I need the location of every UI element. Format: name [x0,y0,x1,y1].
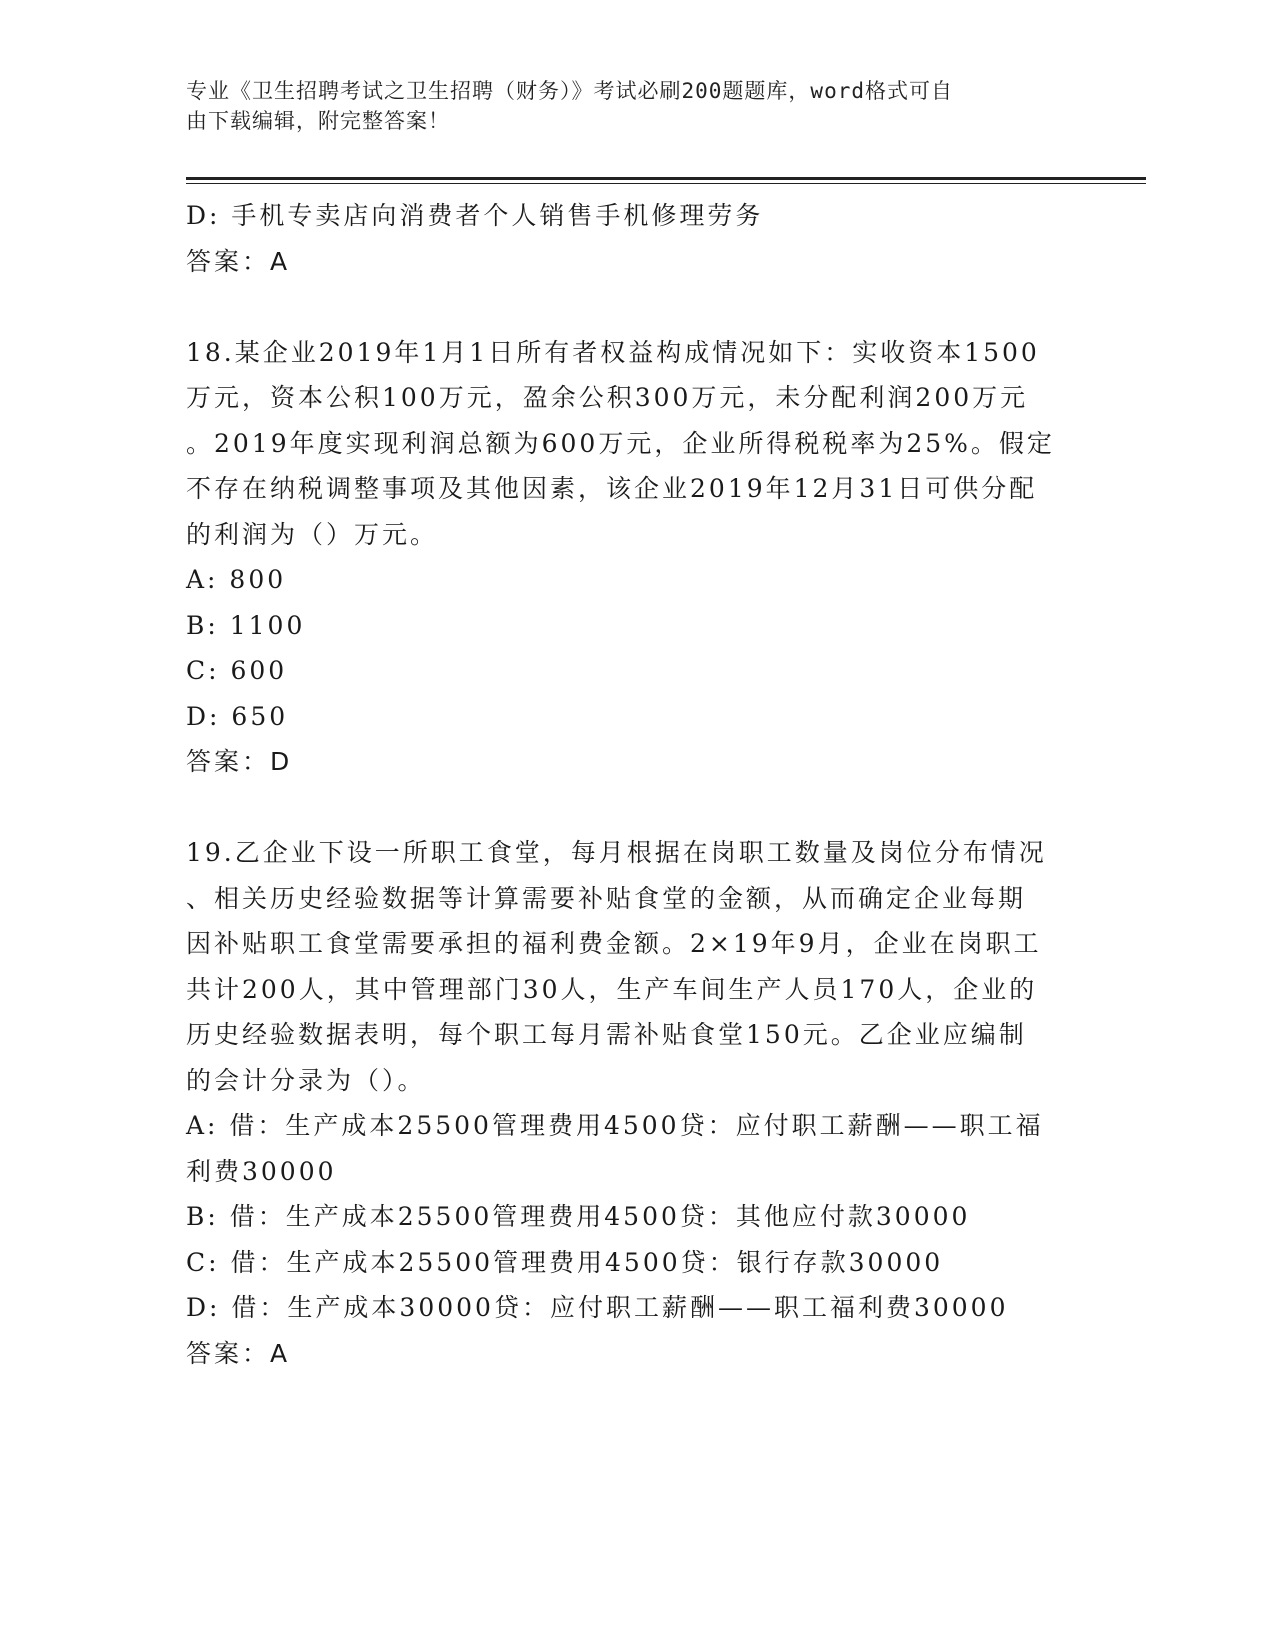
option-b: B: 1100 [186,610,306,640]
question-text-line: 、相关历史经验数据等计算需要补贴食堂的金额，从而确定企业每期 [186,883,1027,913]
answer-line: 答案：A [186,1338,291,1368]
header-divider-thick [186,177,1146,180]
header-line-1: 专业《卫生招聘考试之卫生招聘（财务）》考试必刷200题题库，word格式可自 [186,79,953,103]
question-text-line: 的会计分录为（）。 [186,1065,426,1095]
header-line-2: 由下载编辑，附完整答案！ [186,109,450,133]
option-b: B: 借：生产成本25500管理费用4500贷：其他应付款30000 [186,1202,971,1231]
option-c: C: 600 [186,656,288,685]
question-text-line: 。2019年度实现利润总额为600万元，企业所得税税率为25%。假定 [186,428,1055,458]
question-text-line: 共计200人，其中管理部门30人，生产车间生产人员170人，企业的 [186,974,1038,1004]
question-18 [186,330,1081,785]
previous-question-tail [186,193,1081,284]
question-text-line: 19.乙企业下设一所职工食堂，每月根据在岗职工数量及岗位分布情况 [186,838,1047,867]
question-text-line: 万元，资本公积100万元，盈余公积300万元，未分配利润200万元 [186,383,1029,412]
question-text-line: 18.某企业2019年1月1日所有者权益构成情况如下：实收资本1500 [186,337,1040,367]
question-text-line: 不存在纳税调整事项及其他因素，该企业2019年12月31日可供分配 [186,474,1038,503]
spacer [186,785,1081,831]
question-text-line: 因补贴职工食堂需要承担的福利费金额。2×19年9月，企业在岗职工 [186,929,1042,958]
option-d: D: 手机专卖店向消费者个人销售手机修理劳务 [186,201,764,230]
option-a: A: 800 [186,565,287,594]
option-a: A: 借：生产成本25500管理费用4500贷：应付职工薪酬——职工福 [186,1111,1044,1140]
question-text-line: 的利润为（）万元。 [186,519,439,549]
option-a-continued: 利费30000 [186,1156,337,1186]
question-19 [186,830,1081,1376]
option-d: D: 650 [186,701,289,731]
option-d: D: 借：生产成本30000贷：应付职工薪酬——职工福利费30000 [186,1293,1009,1322]
question-text-line: 历史经验数据表明，每个职工每月需补贴食堂150元。乙企业应编制 [186,1020,1027,1049]
document-header [186,76,1066,136]
answer-line: 答案：A [186,246,291,276]
header-divider-thin [186,183,1146,184]
answer-line: 答案：D [186,747,293,776]
document-body [186,193,1081,1376]
option-c: C: 借：生产成本25500管理费用4500贷：银行存款30000 [186,1247,944,1277]
spacer [186,284,1081,330]
